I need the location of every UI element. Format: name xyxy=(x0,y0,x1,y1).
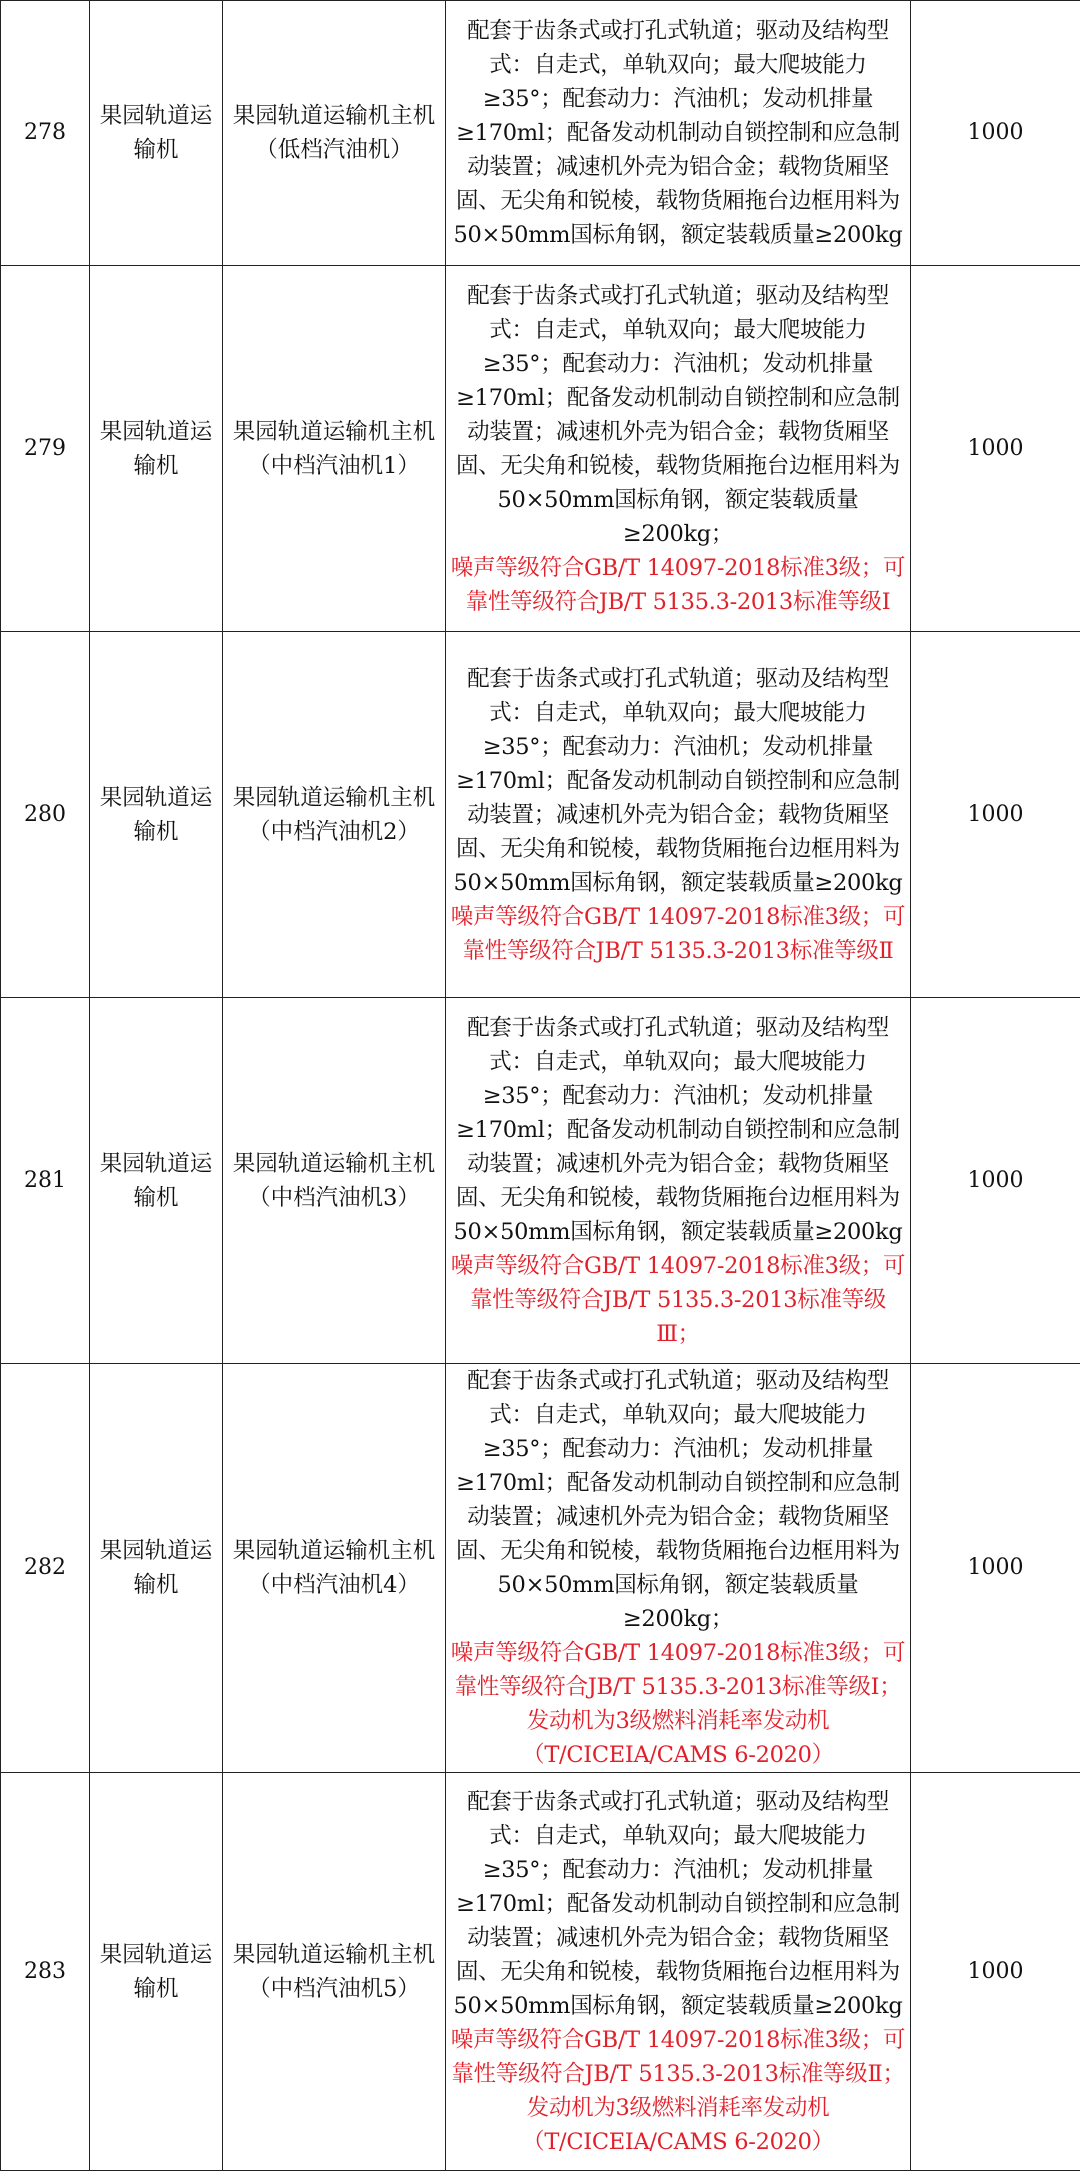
table-row xyxy=(1,1773,1080,2171)
spec-cell xyxy=(446,1773,911,2171)
product-name-cell: 果园轨道运输机主机（中档汽油机4） xyxy=(223,1364,446,1773)
spec-extra-text: 噪声等级符合GB/T 14097-2018标准3级；可靠性等级符合JB/T 5135.3-2013标准等级Ⅱ xyxy=(450,900,906,968)
table-row xyxy=(1,632,1080,998)
spec-extra-text: 噪声等级符合GB/T 14097-2018标准3级；可靠性等级符合JB/T 5135.3-2013标准等级Ⅲ； xyxy=(450,1249,906,1351)
category-cell: 果园轨道运输机 xyxy=(90,998,223,1364)
subsidy-amount-cell: 1000 xyxy=(911,1364,1080,1773)
spec-text: 配套于齿条式或打孔式轨道；驱动及结构型式：自走式，单轨双向；最大爬坡能力≥35°；配套动力：汽油机；发动机排量≥170ml；配备发动机制动自锁控制和应急制动装置；减速机外壳为铝合金；载物货厢坚固、无尖角和锐棱，载物货厢拖台边框用料为50×50mm国标角钢，额定装载质量≥200kg xyxy=(450,662,906,900)
spec-extra-text: 噪声等级符合GB/T 14097-2018标准3级；可靠性等级符合JB/T 5135.3-2013标准等级Ⅰ xyxy=(450,551,906,619)
spec-text: 配套于齿条式或打孔式轨道；驱动及结构型式：自走式，单轨双向；最大爬坡能力≥35°；配套动力：汽油机；发动机排量≥170ml；配备发动机制动自锁控制和应急制动装置；减速机外壳为铝合金；载物货厢坚固、无尖角和锐棱，载物货厢拖台边框用料为50×50mm国标角钢，额定装载质量≥200kg xyxy=(450,1011,906,1249)
spec-cell xyxy=(446,1,911,266)
spec-text: 配套于齿条式或打孔式轨道；驱动及结构型式：自走式，单轨双向；最大爬坡能力≥35°；配套动力：汽油机；发动机排量≥170ml；配备发动机制动自锁控制和应急制动装置；减速机外壳为铝合金；载物货厢坚固、无尖角和锐棱，载物货厢拖台边框用料为50×50mm国标角钢，额定装载质量≥200kg； xyxy=(450,279,906,551)
row-number: 282 xyxy=(1,1364,90,1773)
row-number: 278 xyxy=(1,1,90,266)
spec-text: 配套于齿条式或打孔式轨道；驱动及结构型式：自走式，单轨双向；最大爬坡能力≥35°；配套动力：汽油机；发动机排量≥170ml；配备发动机制动自锁控制和应急制动装置；减速机外壳为铝合金；载物货厢坚固、无尖角和锐棱，载物货厢拖台边框用料为50×50mm国标角钢，额定装载质量≥200kg xyxy=(450,14,906,252)
spec-extra-text: 噪声等级符合GB/T 14097-2018标准3级；可靠性等级符合JB/T 5135.3-2013标准等级Ⅰ；发动机为3级燃料消耗率发动机（T/CICEIA/CAMS 6-2020） xyxy=(450,1636,906,1772)
table-row xyxy=(1,1364,1080,1773)
spec-text: 配套于齿条式或打孔式轨道；驱动及结构型式：自走式，单轨双向；最大爬坡能力≥35°；配套动力：汽油机；发动机排量≥170ml；配备发动机制动自锁控制和应急制动装置；减速机外壳为铝合金；载物货厢坚固、无尖角和锐棱，载物货厢拖台边框用料为50×50mm国标角钢，额定装载质量≥200kg； xyxy=(450,1364,906,1636)
table-row xyxy=(1,266,1080,632)
table-row xyxy=(1,998,1080,1364)
table-row xyxy=(1,1,1080,266)
row-number: 281 xyxy=(1,998,90,1364)
product-name-cell: 果园轨道运输机主机（中档汽油机2） xyxy=(223,632,446,998)
spec-extra-text: 噪声等级符合GB/T 14097-2018标准3级；可靠性等级符合JB/T 5135.3-2013标准等级Ⅱ；发动机为3级燃料消耗率发动机（T/CICEIA/CAMS 6-2020） xyxy=(450,2023,906,2159)
spec-cell xyxy=(446,266,911,632)
subsidy-amount-cell: 1000 xyxy=(911,1,1080,266)
row-number: 280 xyxy=(1,632,90,998)
category-cell: 果园轨道运输机 xyxy=(90,1364,223,1773)
spec-text: 配套于齿条式或打孔式轨道；驱动及结构型式：自走式，单轨双向；最大爬坡能力≥35°；配套动力：汽油机；发动机排量≥170ml；配备发动机制动自锁控制和应急制动装置；减速机外壳为铝合金；载物货厢坚固、无尖角和锐棱，载物货厢拖台边框用料为50×50mm国标角钢，额定装载质量≥200kg xyxy=(450,1785,906,2023)
spec-cell xyxy=(446,632,911,998)
product-name-cell: 果园轨道运输机主机（中档汽油机3） xyxy=(223,998,446,1364)
subsidy-amount-cell: 1000 xyxy=(911,1773,1080,2171)
subsidy-amount-cell: 1000 xyxy=(911,632,1080,998)
subsidy-amount-cell: 1000 xyxy=(911,998,1080,1364)
category-cell: 果园轨道运输机 xyxy=(90,1,223,266)
spec-cell xyxy=(446,998,911,1364)
category-cell: 果园轨道运输机 xyxy=(90,266,223,632)
product-name-cell: 果园轨道运输机主机（中档汽油机1） xyxy=(223,266,446,632)
subsidy-amount-cell: 1000 xyxy=(911,266,1080,632)
category-cell: 果园轨道运输机 xyxy=(90,632,223,998)
category-cell: 果园轨道运输机 xyxy=(90,1773,223,2171)
row-number: 283 xyxy=(1,1773,90,2171)
product-name-cell: 果园轨道运输机主机（中档汽油机5） xyxy=(223,1773,446,2171)
product-name-cell: 果园轨道运输机主机（低档汽油机） xyxy=(223,1,446,266)
row-number: 279 xyxy=(1,266,90,632)
spec-cell xyxy=(446,1364,911,1773)
